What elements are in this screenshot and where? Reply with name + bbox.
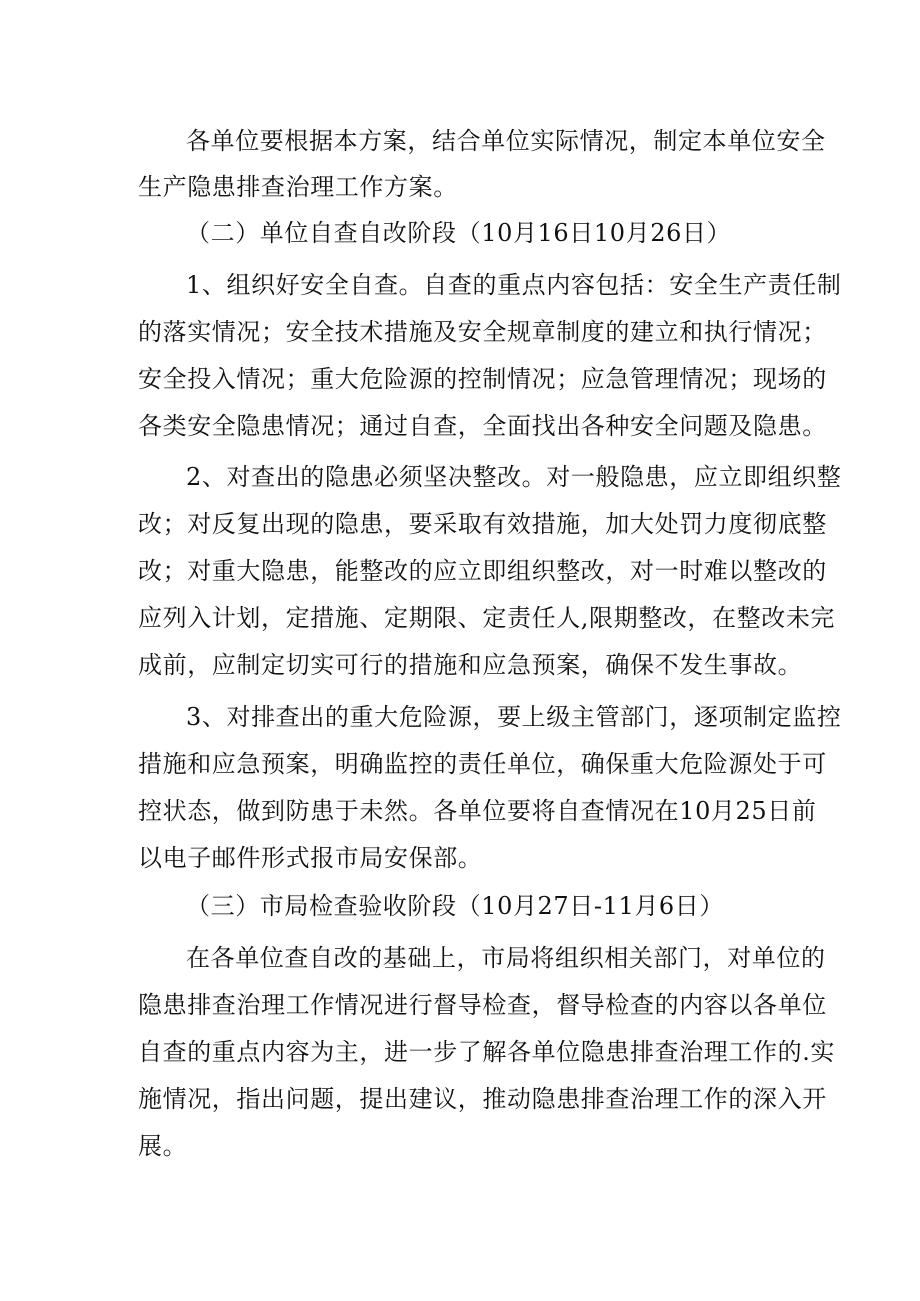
section-heading-2: （二）单位自查自改阶段（10月16日10月26日） <box>186 219 732 247</box>
item-3-line-4: 以电子邮件形式报市局安保部。 <box>138 844 483 872</box>
item-2-line-1: 2、对查出的隐患必须坚决整改。对一般隐患，应立即组织整 <box>186 463 842 491</box>
paragraph-1-line-2: 生产隐患排查治理工作方案。 <box>138 173 458 201</box>
paragraph-final-line-4: 施情况，指出问题，提出建议，推动隐患排查治理工作的深入开 <box>138 1085 827 1113</box>
paragraph-1-line-1: 各单位要根据本方案，结合单位实际情况，制定本单位安全 <box>186 127 826 155</box>
paragraph-final-line-5: 展。 <box>138 1132 188 1160</box>
item-2-line-2: 改；对反复出现的隐患，要采取有效措施，加大处罚力度彻底整 <box>138 510 827 538</box>
item-1-line-3: 安全投入情况；重大危险源的控制情况；应急管理情况；现场的 <box>138 365 827 393</box>
paragraph-final-line-2: 隐患排查治理工作情况进行督导检查，督导检查的内容以各单位 <box>138 991 827 1019</box>
item-1-line-1: 1、组织好安全自查。自查的重点内容包括：安全生产责任制 <box>186 271 842 299</box>
item-2-line-3: 改；对重大隐患，能整改的应立即组织整改，对一时难以整改的 <box>138 557 827 585</box>
item-1-line-4: 各类安全隐患情况；通过自查，全面找出各种安全问题及隐患。 <box>138 412 827 440</box>
item-3-line-2: 措施和应急预案，明确监控的责任单位，确保重大危险源处于可 <box>138 750 827 778</box>
section-heading-3: （三）市局检查验收阶段（10月27日-11月6日） <box>186 892 724 920</box>
item-3-line-3: 控状态，做到防患于未然。各单位要将自查情况在10月25日前 <box>138 797 817 825</box>
paragraph-final-line-1: 在各单位查自改的基础上，市局将组织相关部门，对单位的 <box>186 944 826 972</box>
item-2-line-4: 应列入计划，定措施、定期限、定责任人,限期整改，在整改未完 <box>138 604 836 632</box>
paragraph-final-line-3: 自查的重点内容为主，进一步了解各单位隐患排查治理工作的.实 <box>138 1038 836 1066</box>
item-2-line-5: 成前，应制定切实可行的措施和应急预案，确保不发生事故。 <box>138 651 803 679</box>
item-1-line-2: 的落实情况；安全技术措施及安全规章制度的建立和执行情况； <box>138 318 827 346</box>
item-3-line-1: 3、对排查出的重大危险源，要上级主管部门，逐项制定监控 <box>186 703 842 731</box>
